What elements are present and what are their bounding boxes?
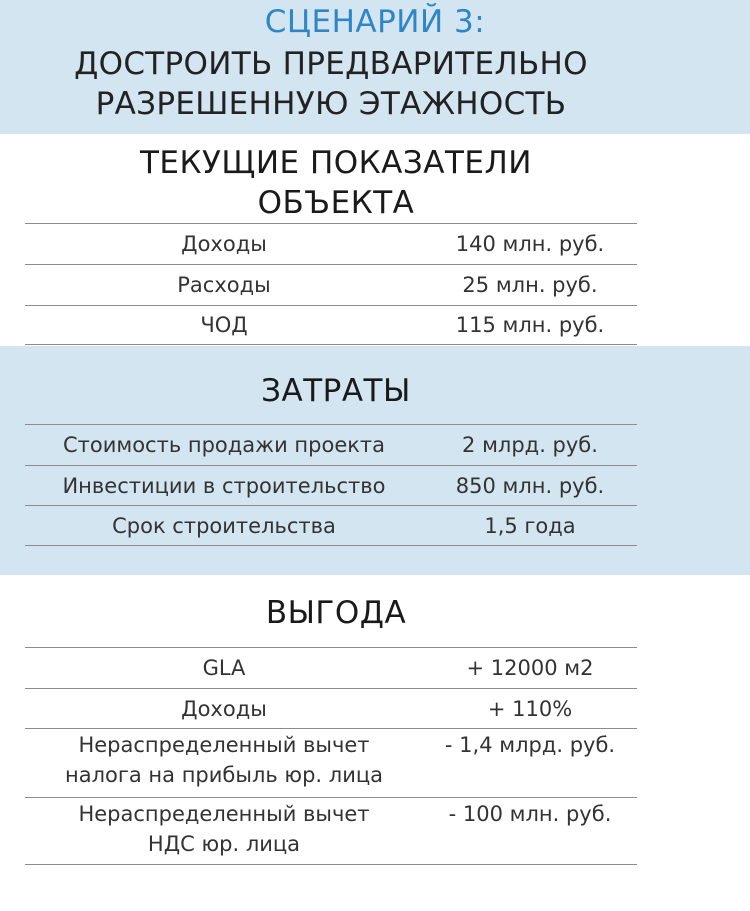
- row-label: GLA: [202, 656, 246, 680]
- table-row: [25, 223, 637, 264]
- current-title-line-2: ОБЪЕКТА: [257, 185, 415, 221]
- current-title-line-1: ТЕКУЩИЕ ПОКАЗАТЕЛИ: [140, 145, 532, 181]
- row-value: 850 млн. руб.: [455, 473, 605, 498]
- row-label: Доходы: [181, 232, 267, 256]
- row-label-line-2: налога на прибыль юр. лица: [64, 763, 384, 787]
- row-value: 1,5 года: [484, 513, 576, 538]
- row-label-line-2: НДС юр. лица: [147, 832, 301, 856]
- row-value: 115 млн. руб.: [455, 313, 605, 337]
- row-value: - 100 млн. руб.: [448, 802, 612, 826]
- row-label-line-1: Нераспределенный вычет: [78, 802, 370, 826]
- row-label: Стоимость продажи проекта: [62, 433, 386, 457]
- row-label: Доходы: [181, 696, 267, 721]
- row-label: Расходы: [177, 273, 271, 297]
- table-row: [25, 728, 637, 797]
- table-row: [25, 465, 637, 505]
- table-row: [25, 647, 637, 688]
- table-row: [25, 797, 637, 865]
- subtitle-line-1: ДОСТРОИТЬ ПРЕДВАРИТЕЛЬНО: [74, 46, 588, 82]
- table-row: [25, 264, 637, 305]
- scenario-label: СЦЕНАРИЙ 3:: [264, 4, 486, 40]
- row-label-line-1: Нераспределенный вычет: [78, 733, 370, 757]
- row-label: [25, 798, 423, 859]
- benefit-title: ВЫГОДА: [265, 595, 407, 631]
- row-value: - 1,4 млрд. руб.: [444, 733, 616, 757]
- current-indicators-title: [0, 143, 672, 223]
- row-value: 2 млрд. руб.: [462, 433, 598, 457]
- table-row: [25, 305, 637, 345]
- costs-table: [25, 424, 637, 546]
- row-value: 140 млн. руб.: [455, 232, 605, 256]
- table-row: [25, 505, 637, 546]
- row-label: [25, 729, 423, 790]
- row-value: + 110%: [487, 696, 573, 721]
- costs-title: ЗАТРАТЫ: [261, 373, 411, 409]
- benefit-table: [25, 647, 637, 865]
- row-label: Инвестиции в строительство: [62, 473, 386, 498]
- row-value: 25 млн. руб.: [462, 273, 598, 297]
- scenario-subtitle: [0, 44, 662, 124]
- table-row: [25, 688, 637, 728]
- table-row: [25, 424, 637, 465]
- row-value: + 12000 м2: [466, 656, 594, 680]
- row-label: ЧОД: [200, 313, 248, 337]
- subtitle-line-2: РАЗРЕШЕННУЮ ЭТАЖНОСТЬ: [95, 86, 567, 122]
- current-indicators-table: [25, 223, 637, 345]
- row-label: Срок строительства: [112, 513, 336, 538]
